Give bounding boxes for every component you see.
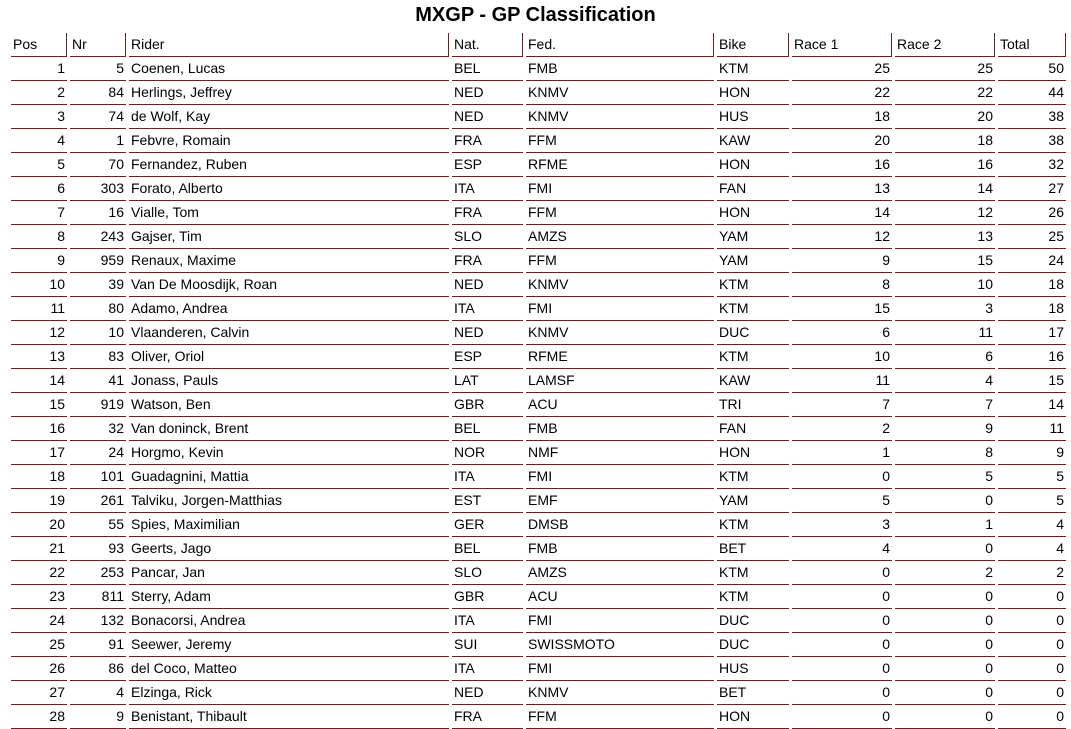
cell-bike: KTM <box>717 57 789 81</box>
cell-nr: 9 <box>70 705 126 729</box>
table-header-row <box>11 33 1066 57</box>
cell-race2: 0 <box>895 489 995 513</box>
cell-fed: NMF <box>526 441 714 465</box>
cell-race1: 7 <box>792 393 892 417</box>
cell-nat: ESP <box>452 153 523 177</box>
table-row <box>11 129 1066 153</box>
cell-bike: KTM <box>717 345 789 369</box>
cell-rider: Van De Moosdijk, Roan <box>129 273 449 297</box>
cell-total: 15 <box>998 369 1066 393</box>
cell-bike: KTM <box>717 561 789 585</box>
cell-race1: 5 <box>792 489 892 513</box>
cell-fed: RFME <box>526 153 714 177</box>
cell-pos: 20 <box>11 513 67 537</box>
cell-race2: 1 <box>895 513 995 537</box>
cell-race1: 0 <box>792 465 892 489</box>
cell-total: 14 <box>998 393 1066 417</box>
cell-nat: LAT <box>452 369 523 393</box>
cell-nr: 93 <box>70 537 126 561</box>
cell-nr: 5 <box>70 57 126 81</box>
cell-race2: 13 <box>895 225 995 249</box>
cell-race1: 16 <box>792 153 892 177</box>
cell-nat: NOR <box>452 441 523 465</box>
cell-pos: 16 <box>11 417 67 441</box>
cell-nr: 80 <box>70 297 126 321</box>
table-row <box>11 297 1066 321</box>
cell-bike: BET <box>717 681 789 705</box>
table-row <box>11 585 1066 609</box>
table-row <box>11 561 1066 585</box>
cell-nat: BEL <box>452 57 523 81</box>
cell-pos: 10 <box>11 273 67 297</box>
table-body <box>11 57 1066 729</box>
cell-total: 24 <box>998 249 1066 273</box>
cell-pos: 11 <box>11 297 67 321</box>
cell-nat: FRA <box>452 129 523 153</box>
cell-race2: 22 <box>895 81 995 105</box>
cell-bike: YAM <box>717 225 789 249</box>
cell-bike: FAN <box>717 177 789 201</box>
table-row <box>11 153 1066 177</box>
table-row <box>11 633 1066 657</box>
cell-nr: 84 <box>70 81 126 105</box>
cell-race2: 2 <box>895 561 995 585</box>
cell-total: 4 <box>998 537 1066 561</box>
cell-race1: 2 <box>792 417 892 441</box>
cell-bike: DUC <box>717 633 789 657</box>
cell-total: 18 <box>998 273 1066 297</box>
cell-total: 25 <box>998 225 1066 249</box>
cell-race2: 0 <box>895 609 995 633</box>
column-header-nr: Nr <box>70 33 126 57</box>
cell-race2: 9 <box>895 417 995 441</box>
cell-pos: 23 <box>11 585 67 609</box>
cell-nr: 253 <box>70 561 126 585</box>
cell-race2: 10 <box>895 273 995 297</box>
table-row <box>11 201 1066 225</box>
cell-pos: 25 <box>11 633 67 657</box>
cell-race2: 14 <box>895 177 995 201</box>
cell-bike: HON <box>717 153 789 177</box>
cell-nat: FRA <box>452 705 523 729</box>
cell-nat: BEL <box>452 537 523 561</box>
table-row <box>11 105 1066 129</box>
cell-total: 2 <box>998 561 1066 585</box>
cell-rider: Herlings, Jeffrey <box>129 81 449 105</box>
cell-nat: NED <box>452 81 523 105</box>
cell-race2: 11 <box>895 321 995 345</box>
table-row <box>11 657 1066 681</box>
cell-bike: KTM <box>717 297 789 321</box>
cell-rider: Watson, Ben <box>129 393 449 417</box>
cell-bike: HON <box>717 201 789 225</box>
cell-pos: 28 <box>11 705 67 729</box>
cell-total: 44 <box>998 81 1066 105</box>
cell-total: 5 <box>998 465 1066 489</box>
cell-total: 0 <box>998 657 1066 681</box>
table-row <box>11 441 1066 465</box>
table-row <box>11 369 1066 393</box>
cell-bike: KAW <box>717 129 789 153</box>
cell-fed: KNMV <box>526 681 714 705</box>
cell-rider: Geerts, Jago <box>129 537 449 561</box>
column-header-nat: Nat. <box>452 33 523 57</box>
cell-nr: 959 <box>70 249 126 273</box>
cell-race2: 16 <box>895 153 995 177</box>
cell-pos: 17 <box>11 441 67 465</box>
cell-total: 17 <box>998 321 1066 345</box>
cell-race1: 0 <box>792 681 892 705</box>
cell-bike: DUC <box>717 321 789 345</box>
cell-nr: 91 <box>70 633 126 657</box>
cell-fed: FFM <box>526 705 714 729</box>
table-row <box>11 393 1066 417</box>
cell-total: 0 <box>998 705 1066 729</box>
cell-rider: Fernandez, Ruben <box>129 153 449 177</box>
cell-race2: 18 <box>895 129 995 153</box>
cell-bike: HON <box>717 441 789 465</box>
cell-rider: del Coco, Matteo <box>129 657 449 681</box>
column-header-rider: Rider <box>129 33 449 57</box>
table-row <box>11 321 1066 345</box>
cell-race2: 7 <box>895 393 995 417</box>
cell-fed: KNMV <box>526 105 714 129</box>
cell-total: 38 <box>998 129 1066 153</box>
cell-race2: 0 <box>895 705 995 729</box>
cell-total: 26 <box>998 201 1066 225</box>
cell-pos: 14 <box>11 369 67 393</box>
cell-rider: Van doninck, Brent <box>129 417 449 441</box>
cell-fed: KNMV <box>526 81 714 105</box>
cell-bike: KTM <box>717 585 789 609</box>
cell-fed: KNMV <box>526 273 714 297</box>
cell-race1: 20 <box>792 129 892 153</box>
cell-fed: FMB <box>526 417 714 441</box>
table-row <box>11 225 1066 249</box>
cell-pos: 5 <box>11 153 67 177</box>
cell-rider: Bonacorsi, Andrea <box>129 609 449 633</box>
cell-race2: 4 <box>895 369 995 393</box>
cell-nat: EST <box>452 489 523 513</box>
cell-rider: Febvre, Romain <box>129 129 449 153</box>
cell-race1: 6 <box>792 321 892 345</box>
cell-pos: 13 <box>11 345 67 369</box>
column-header-pos: Pos <box>11 33 67 57</box>
cell-pos: 3 <box>11 105 67 129</box>
cell-nat: SLO <box>452 561 523 585</box>
cell-race1: 8 <box>792 273 892 297</box>
column-header-total: Total <box>998 33 1066 57</box>
cell-pos: 24 <box>11 609 67 633</box>
cell-bike: KTM <box>717 465 789 489</box>
cell-race2: 25 <box>895 57 995 81</box>
cell-nr: 24 <box>70 441 126 465</box>
cell-race1: 22 <box>792 81 892 105</box>
cell-race1: 25 <box>792 57 892 81</box>
cell-rider: de Wolf, Kay <box>129 105 449 129</box>
cell-fed: FMB <box>526 57 714 81</box>
cell-race1: 1 <box>792 441 892 465</box>
cell-rider: Pancar, Jan <box>129 561 449 585</box>
table-row <box>11 81 1066 105</box>
cell-pos: 9 <box>11 249 67 273</box>
cell-rider: Vialle, Tom <box>129 201 449 225</box>
cell-fed: AMZS <box>526 225 714 249</box>
cell-race2: 0 <box>895 633 995 657</box>
cell-race1: 15 <box>792 297 892 321</box>
table-row <box>11 681 1066 705</box>
cell-pos: 15 <box>11 393 67 417</box>
table-row <box>11 537 1066 561</box>
cell-pos: 18 <box>11 465 67 489</box>
cell-total: 4 <box>998 513 1066 537</box>
cell-bike: DUC <box>717 609 789 633</box>
cell-rider: Gajser, Tim <box>129 225 449 249</box>
cell-rider: Forato, Alberto <box>129 177 449 201</box>
table-row <box>11 705 1066 729</box>
cell-nr: 16 <box>70 201 126 225</box>
table-row <box>11 57 1066 81</box>
cell-rider: Coenen, Lucas <box>129 57 449 81</box>
cell-total: 0 <box>998 609 1066 633</box>
cell-total: 16 <box>998 345 1066 369</box>
cell-nat: GBR <box>452 393 523 417</box>
table-row <box>11 249 1066 273</box>
cell-fed: KNMV <box>526 321 714 345</box>
cell-total: 0 <box>998 585 1066 609</box>
column-header-race2: Race 2 <box>895 33 995 57</box>
cell-nr: 132 <box>70 609 126 633</box>
cell-nat: NED <box>452 105 523 129</box>
cell-race2: 5 <box>895 465 995 489</box>
cell-total: 0 <box>998 633 1066 657</box>
cell-race1: 4 <box>792 537 892 561</box>
cell-nat: ITA <box>452 657 523 681</box>
cell-nat: FRA <box>452 249 523 273</box>
cell-pos: 26 <box>11 657 67 681</box>
cell-total: 38 <box>998 105 1066 129</box>
cell-bike: FAN <box>717 417 789 441</box>
cell-race2: 0 <box>895 585 995 609</box>
cell-rider: Elzinga, Rick <box>129 681 449 705</box>
cell-race2: 0 <box>895 537 995 561</box>
cell-fed: FMI <box>526 657 714 681</box>
cell-fed: FFM <box>526 129 714 153</box>
cell-fed: AMZS <box>526 561 714 585</box>
cell-nat: SUI <box>452 633 523 657</box>
cell-nr: 1 <box>70 129 126 153</box>
cell-nr: 261 <box>70 489 126 513</box>
cell-fed: RFME <box>526 345 714 369</box>
cell-nr: 55 <box>70 513 126 537</box>
cell-nr: 83 <box>70 345 126 369</box>
cell-rider: Talviku, Jorgen-Matthias <box>129 489 449 513</box>
cell-pos: 8 <box>11 225 67 249</box>
cell-race2: 15 <box>895 249 995 273</box>
cell-race2: 12 <box>895 201 995 225</box>
cell-nat: ITA <box>452 609 523 633</box>
cell-nat: FRA <box>452 201 523 225</box>
cell-race2: 20 <box>895 105 995 129</box>
cell-fed: DMSB <box>526 513 714 537</box>
cell-bike: YAM <box>717 489 789 513</box>
cell-nr: 10 <box>70 321 126 345</box>
cell-race1: 0 <box>792 633 892 657</box>
cell-total: 50 <box>998 57 1066 81</box>
cell-total: 0 <box>998 681 1066 705</box>
cell-nr: 919 <box>70 393 126 417</box>
table-row <box>11 417 1066 441</box>
cell-nat: NED <box>452 273 523 297</box>
cell-fed: FMI <box>526 177 714 201</box>
cell-rider: Vlaanderen, Calvin <box>129 321 449 345</box>
table-row <box>11 177 1066 201</box>
cell-race2: 0 <box>895 681 995 705</box>
cell-rider: Adamo, Andrea <box>129 297 449 321</box>
cell-total: 18 <box>998 297 1066 321</box>
cell-pos: 27 <box>11 681 67 705</box>
classification-table <box>8 33 1069 729</box>
cell-rider: Guadagnini, Mattia <box>129 465 449 489</box>
cell-nat: NED <box>452 321 523 345</box>
cell-pos: 12 <box>11 321 67 345</box>
cell-race1: 18 <box>792 105 892 129</box>
table-row <box>11 345 1066 369</box>
cell-nr: 4 <box>70 681 126 705</box>
column-header-bike: Bike <box>717 33 789 57</box>
cell-pos: 21 <box>11 537 67 561</box>
cell-total: 11 <box>998 417 1066 441</box>
cell-nr: 86 <box>70 657 126 681</box>
cell-bike: BET <box>717 537 789 561</box>
cell-nr: 303 <box>70 177 126 201</box>
cell-fed: ACU <box>526 585 714 609</box>
cell-rider: Seewer, Jeremy <box>129 633 449 657</box>
cell-nr: 70 <box>70 153 126 177</box>
cell-bike: KAW <box>717 369 789 393</box>
page-title: MXGP - GP Classification <box>415 4 656 26</box>
cell-race1: 0 <box>792 657 892 681</box>
cell-nr: 811 <box>70 585 126 609</box>
cell-nat: NED <box>452 681 523 705</box>
cell-nat: ITA <box>452 177 523 201</box>
cell-race2: 3 <box>895 297 995 321</box>
cell-race1: 10 <box>792 345 892 369</box>
cell-nat: ESP <box>452 345 523 369</box>
cell-rider: Benistant, Thibault <box>129 705 449 729</box>
cell-race2: 8 <box>895 441 995 465</box>
cell-race1: 12 <box>792 225 892 249</box>
cell-bike: YAM <box>717 249 789 273</box>
cell-fed: SWISSMOTO <box>526 633 714 657</box>
cell-fed: FMB <box>526 537 714 561</box>
cell-nat: BEL <box>452 417 523 441</box>
cell-bike: HON <box>717 81 789 105</box>
cell-nat: GBR <box>452 585 523 609</box>
cell-bike: HON <box>717 705 789 729</box>
cell-total: 5 <box>998 489 1066 513</box>
cell-fed: FMI <box>526 465 714 489</box>
cell-race2: 6 <box>895 345 995 369</box>
cell-nr: 243 <box>70 225 126 249</box>
cell-nat: ITA <box>452 297 523 321</box>
table-row <box>11 609 1066 633</box>
cell-race1: 0 <box>792 585 892 609</box>
cell-total: 27 <box>998 177 1066 201</box>
table-row <box>11 273 1066 297</box>
cell-nr: 101 <box>70 465 126 489</box>
cell-rider: Horgmo, Kevin <box>129 441 449 465</box>
column-header-fed: Fed. <box>526 33 714 57</box>
cell-race2: 0 <box>895 657 995 681</box>
cell-nr: 41 <box>70 369 126 393</box>
cell-race1: 0 <box>792 609 892 633</box>
cell-nr: 74 <box>70 105 126 129</box>
cell-fed: FMI <box>526 609 714 633</box>
cell-race1: 0 <box>792 705 892 729</box>
cell-nr: 32 <box>70 417 126 441</box>
table-row <box>11 513 1066 537</box>
cell-bike: KTM <box>717 273 789 297</box>
cell-fed: FFM <box>526 249 714 273</box>
cell-race1: 11 <box>792 369 892 393</box>
cell-race1: 9 <box>792 249 892 273</box>
cell-rider: Oliver, Oriol <box>129 345 449 369</box>
cell-total: 32 <box>998 153 1066 177</box>
cell-nat: SLO <box>452 225 523 249</box>
cell-nat: ITA <box>452 465 523 489</box>
cell-pos: 22 <box>11 561 67 585</box>
cell-race1: 13 <box>792 177 892 201</box>
cell-rider: Spies, Maximilian <box>129 513 449 537</box>
cell-pos: 6 <box>11 177 67 201</box>
cell-pos: 19 <box>11 489 67 513</box>
cell-fed: FFM <box>526 201 714 225</box>
cell-pos: 2 <box>11 81 67 105</box>
cell-bike: TRI <box>717 393 789 417</box>
cell-nr: 39 <box>70 273 126 297</box>
cell-bike: HUS <box>717 105 789 129</box>
cell-pos: 7 <box>11 201 67 225</box>
cell-pos: 4 <box>11 129 67 153</box>
column-header-race1: Race 1 <box>792 33 892 57</box>
cell-rider: Sterry, Adam <box>129 585 449 609</box>
cell-race1: 14 <box>792 201 892 225</box>
cell-race1: 0 <box>792 561 892 585</box>
cell-pos: 1 <box>11 57 67 81</box>
cell-total: 9 <box>998 441 1066 465</box>
cell-race1: 3 <box>792 513 892 537</box>
cell-fed: EMF <box>526 489 714 513</box>
cell-rider: Renaux, Maxime <box>129 249 449 273</box>
cell-fed: LAMSF <box>526 369 714 393</box>
cell-fed: ACU <box>526 393 714 417</box>
cell-nat: GER <box>452 513 523 537</box>
cell-bike: KTM <box>717 513 789 537</box>
table-row <box>11 489 1066 513</box>
cell-fed: FMI <box>526 297 714 321</box>
cell-rider: Jonass, Pauls <box>129 369 449 393</box>
cell-bike: HUS <box>717 657 789 681</box>
table-row <box>11 465 1066 489</box>
